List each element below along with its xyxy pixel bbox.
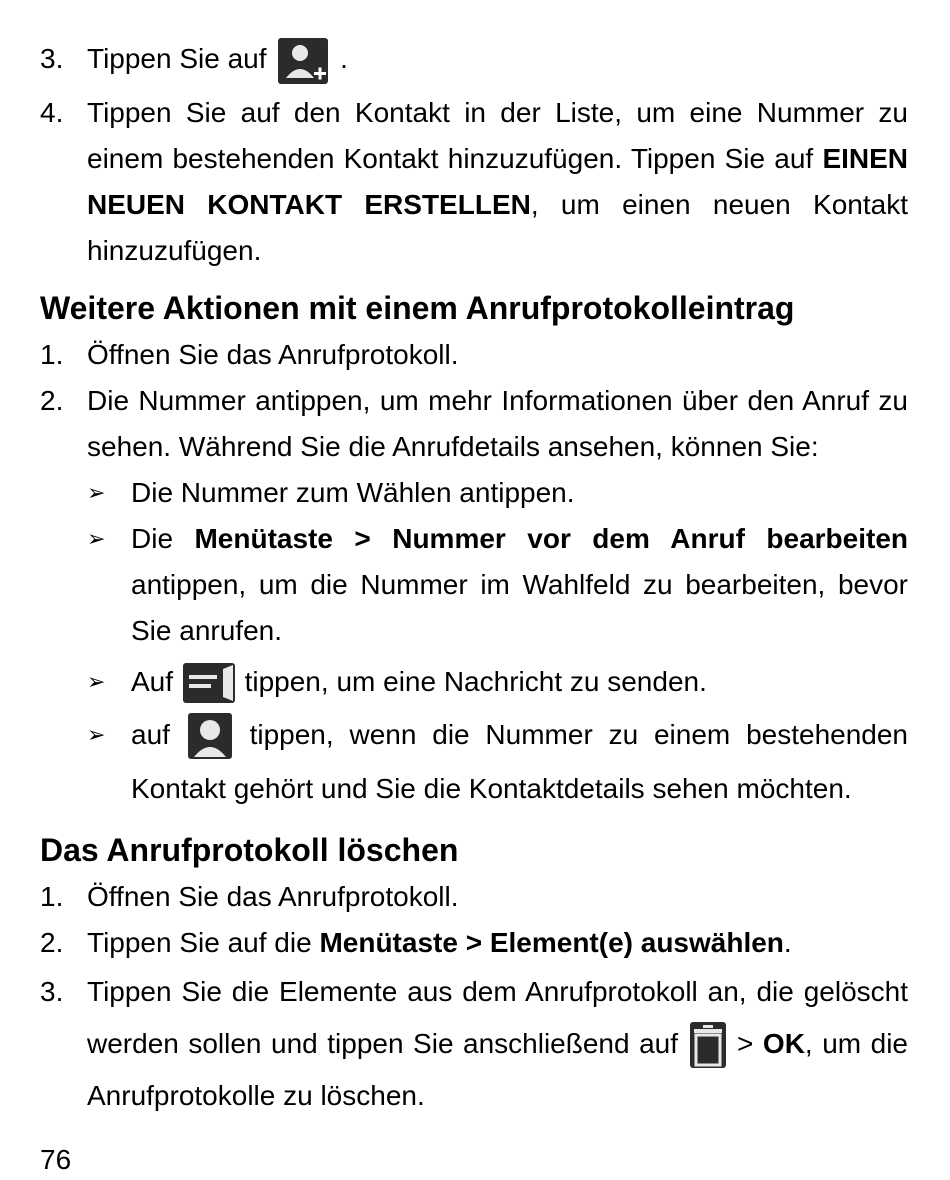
step-text: Öffnen Sie das Anrufprotokoll.: [87, 338, 459, 370]
bullet-text: auf: [131, 718, 170, 750]
bullet-text-end: tippen, um eine Nachricht zu senden.: [244, 665, 707, 697]
manual-page: [40, 36, 908, 1122]
step-text: Tippen Sie auf den Kontakt in der Liste, um eine Nummer zu einem bestehenden Kontakt hinzuzufügen. Tippen Sie auf: [87, 96, 908, 174]
step-text-end: .: [340, 43, 348, 74]
step-text: Tippen Sie auf die: [87, 926, 312, 958]
create-contact-label: EINEN NEUEN KONTAKT ERSTELLEN: [87, 142, 909, 220]
bullet-contact-details: [40, 708, 908, 816]
step-number: 3.: [40, 43, 64, 74]
bullet-arrow: ➢: [87, 721, 106, 747]
step-4: [40, 90, 908, 274]
contact-icon: [188, 713, 232, 759]
bullet-text: Auf: [131, 665, 174, 697]
bullet-arrow: ➢: [87, 525, 106, 551]
bullet-edit-number: [40, 516, 908, 654]
step-text-end: , um die Anrufprotokolle zu löschen.: [87, 1027, 908, 1111]
section2-item-3: [40, 966, 908, 1122]
menu-path-label: Menütaste > Nummer vor dem Anruf bearbeiten: [194, 522, 909, 554]
greater-than: >: [737, 1027, 754, 1059]
step-text-end: , um einen neuen Kontakt hinzuzufügen.: [87, 188, 908, 266]
step-text: Öffnen Sie das Anrufprotokoll.: [87, 880, 459, 912]
bullet-text-end: antippen, um die Nummer im Wahlfeld zu bearbeiten, bevor Sie anrufen.: [131, 568, 908, 646]
step-text-end: .: [783, 926, 792, 958]
step-text: Die Nummer antippen, um mehr Informationen über den Anruf zu sehen. Während Sie die Anrufdetails ansehen, können Sie:: [87, 384, 908, 462]
ok-label: OK: [762, 1027, 805, 1059]
step-number: 2.: [40, 926, 64, 958]
bullet-text-end: tippen, wenn die Nummer zu einem bestehenden Kontakt gehört und Sie die Kontaktdetails sehen möchten.: [131, 718, 908, 804]
section2-item-1: [40, 874, 908, 920]
bullet-dial: [40, 470, 908, 516]
section1-item-1: [40, 332, 908, 378]
step-number: 2.: [40, 384, 64, 416]
trash-icon: [690, 1022, 726, 1068]
menu-path-label: Menütaste > Element(e) auswählen: [319, 926, 784, 958]
bullet-arrow: ➢: [87, 668, 106, 694]
bullet-send-message: [40, 656, 908, 708]
bullet-text: Die Nummer zum Wählen antippen.: [131, 476, 575, 508]
step-number: 1.: [40, 338, 64, 370]
step-number: 1.: [40, 880, 64, 912]
add-contact-icon: [278, 38, 328, 84]
page-number: 76: [40, 1144, 72, 1175]
bullet-text: Die: [131, 522, 174, 554]
bullet-arrow: ➢: [87, 479, 106, 505]
message-icon: [183, 663, 235, 703]
section1-item-2: [40, 378, 908, 470]
step-text: Tippen Sie die Elemente aus dem Anrufprotokoll an, die gelöscht werden sollen und tippen Sie anschließend auf: [87, 975, 908, 1059]
step-number: 4.: [40, 96, 64, 128]
step-text: Tippen Sie auf: [87, 43, 267, 74]
section2-item-2: [40, 920, 908, 966]
step-3: [40, 36, 908, 84]
section-heading-more-actions: Weitere Aktionen mit einem Anrufprotokolleintrag: [40, 289, 795, 326]
step-number: 3.: [40, 975, 64, 1007]
section-heading-delete-log: Das Anrufprotokoll löschen: [40, 831, 459, 868]
